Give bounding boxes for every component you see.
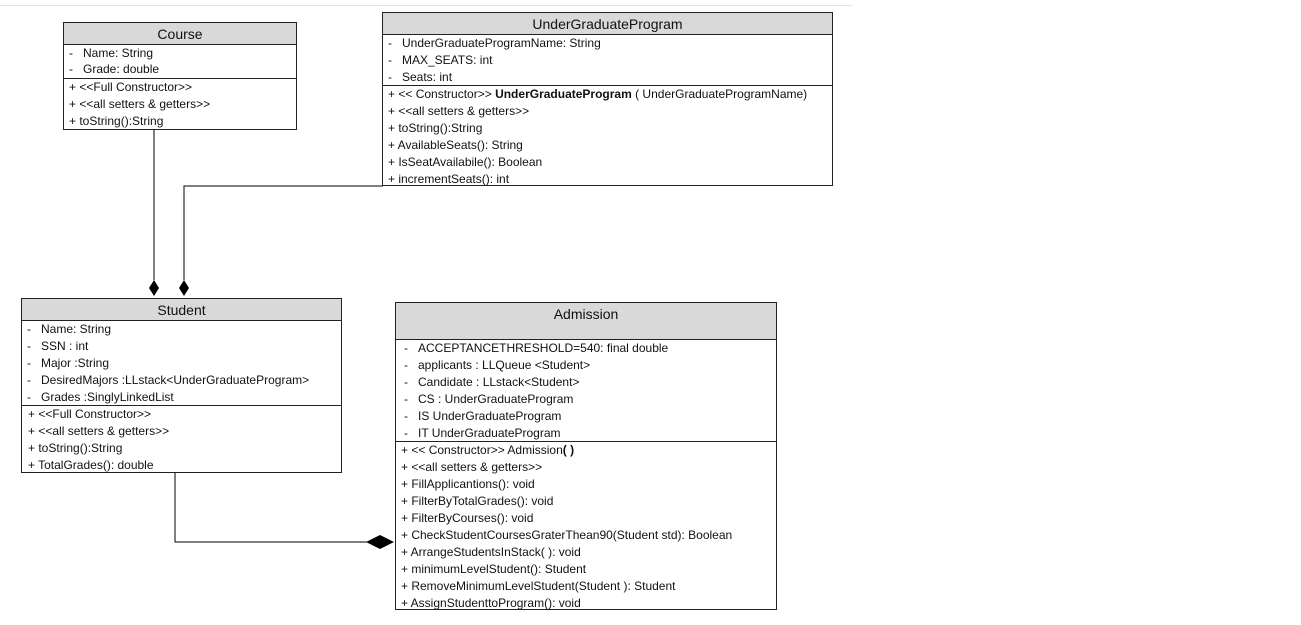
method-row: + toString():String	[388, 121, 483, 135]
attribute-row: - IT UnderGraduateProgram	[404, 426, 561, 440]
attribute-row: - CS : UnderGraduateProgram	[404, 392, 574, 406]
attribute-row: - DesiredMajors :LLstack<UnderGraduateProgram>	[27, 373, 310, 387]
attribute-row: - Major :String	[27, 356, 110, 370]
method-row: + ArrangeStudentsInStack( ): void	[401, 545, 581, 559]
method-row: + toString():String	[28, 441, 123, 455]
attribute-row: - applicants : LLQueue <Student>	[404, 358, 591, 372]
method-row: + minimumLevelStudent(): Student	[401, 562, 587, 576]
method-row: + <<all setters & getters>>	[28, 424, 170, 438]
attribute-row: - Seats: int	[388, 70, 453, 84]
method-row: + toString():String	[69, 114, 164, 128]
attribute-row: - Grades :SinglyLinkedList	[27, 390, 174, 404]
composition-diamond-admission	[366, 535, 394, 549]
composition-diamond-ugp	[179, 280, 189, 296]
attribute-row: - SSN : int	[27, 339, 89, 353]
method-row: + incrementSeats(): int	[388, 172, 510, 186]
method-row: + <<all setters & getters>>	[69, 97, 211, 111]
ugp-student-link	[184, 186, 383, 280]
method-row: + FilterByTotalGrades(): void	[401, 494, 554, 508]
attribute-row: - Candidate : LLstack<Student>	[404, 375, 580, 389]
method-row: + FilterByCourses(): void	[401, 511, 534, 525]
method-row: + <<Full Constructor>>	[69, 80, 193, 94]
method-row: + <<all setters & getters>>	[388, 104, 530, 118]
method-row: + TotalGrades(): double	[28, 458, 154, 472]
student-admission-link	[175, 473, 367, 542]
method-row: + CheckStudentCoursesGraterThean90(Student std): Boolean	[401, 528, 733, 542]
class-title: Student	[22, 299, 341, 321]
constructor-row: + << Constructor>> Admission( )	[401, 443, 575, 457]
method-row: + AssignStudenttoProgram(): void	[401, 596, 581, 610]
class-title: Course	[64, 23, 296, 45]
attribute-row: - ACCEPTANCETHRESHOLD=540: final double	[404, 341, 669, 355]
method-row: + <<all setters & getters>>	[401, 460, 543, 474]
method-row: + FillApplicantions(): void	[401, 477, 535, 491]
constructor-row: + << Constructor>> UnderGraduateProgram ( UnderGraduateProgramName)	[388, 87, 808, 101]
method-row: + AvailableSeats(): String	[388, 138, 523, 152]
attribute-row: - UnderGraduateProgramName: String	[388, 36, 601, 50]
class-title: UnderGraduateProgram	[383, 13, 832, 35]
method-row: + <<Full Constructor>>	[28, 407, 152, 421]
attribute-row: - Name: String	[69, 46, 154, 60]
method-row: + IsSeatAvailabile(): Boolean	[388, 155, 543, 169]
attribute-row: - MAX_SEATS: int	[388, 53, 493, 67]
composition-diamond-course	[149, 280, 159, 296]
attribute-row: - IS UnderGraduateProgram	[404, 409, 562, 423]
attribute-row: - Name: String	[27, 322, 112, 336]
class-title: Admission	[396, 303, 776, 340]
attribute-row: - Grade: double	[69, 62, 160, 76]
method-row: + RemoveMinimumLevelStudent(Student ): Student	[401, 579, 676, 593]
